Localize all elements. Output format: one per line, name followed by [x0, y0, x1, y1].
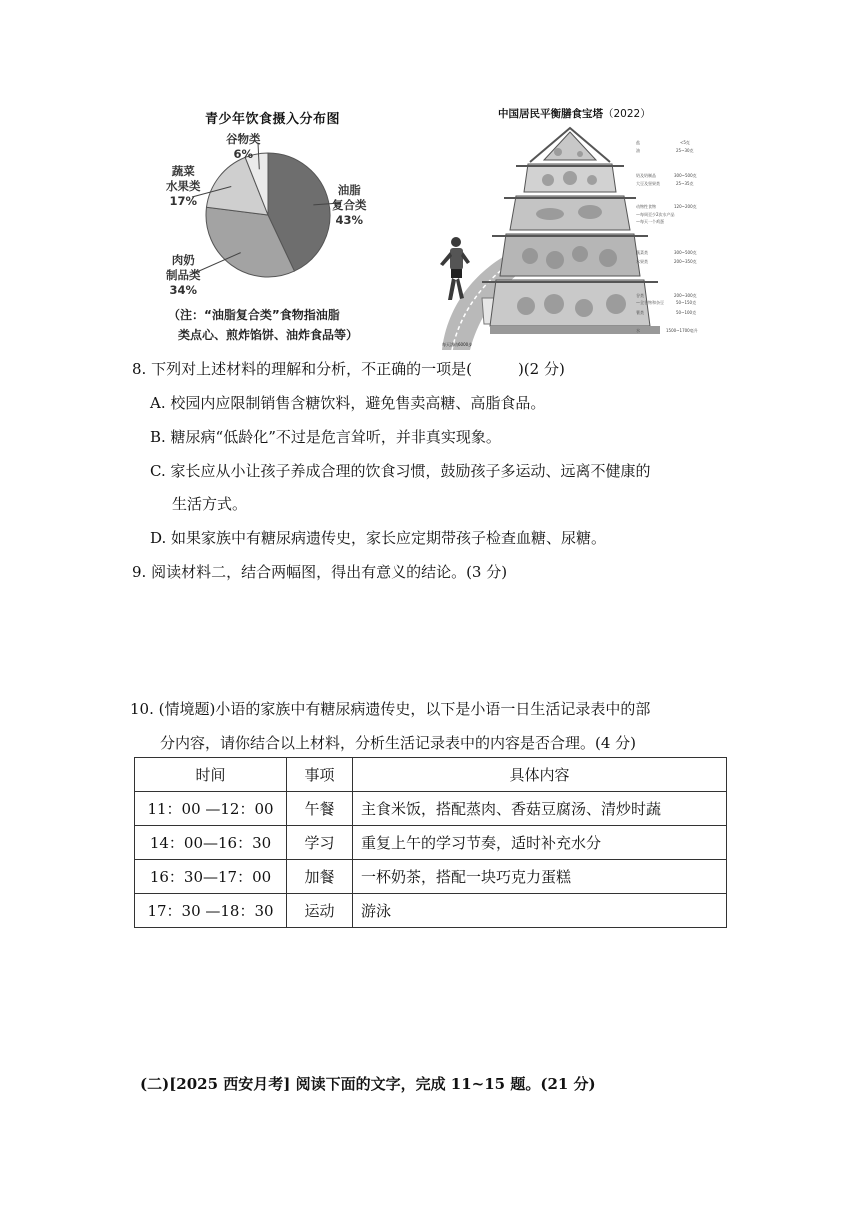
pie-label-oil [332, 183, 367, 228]
q8-option-c-line2: 生活方式。 [172, 495, 248, 513]
section-2-heading: (二)[2025 西安月考] 阅读下面的文字，完成 11~15 题。(21 分) [140, 1075, 596, 1093]
pyramid-level-3 [510, 196, 630, 230]
pie-chart-title: 青少年饮食摄入分布图 [205, 112, 341, 127]
runner-figure [440, 237, 470, 300]
table-cell-content: 重复上午的学习节奏，适时补充水分 [353, 826, 727, 860]
q8-stem-after: )(2 分) [517, 360, 565, 378]
pyr-l3-r1-amt: 120~200克 [674, 204, 697, 209]
table-header-time: 时间 [135, 758, 287, 792]
pie-label-oil-name-2: 复合类 [332, 198, 367, 212]
pie-label-grain [226, 132, 261, 162]
pyr-l1-r2-amt: 25~30克 [676, 148, 694, 153]
table-cell-item: 学习 [287, 826, 353, 860]
q10-line2: 分内容，请你结合以上材料，分析生活记录表中的内容是否合理。(4 分) [160, 734, 637, 752]
pie-label-oil-value: 43% [335, 213, 364, 227]
pie-slices [206, 153, 330, 277]
table-cell-time: 14：00—16：30 [135, 826, 287, 860]
pyr-l4-r1-name: 蔬菜类 [636, 250, 648, 255]
pyr-l5-r1-name: 谷类 [636, 293, 644, 298]
pyr-l2-r1-amt: 300~500克 [674, 173, 697, 178]
pyr-l1-r1-amt: <5克 [680, 140, 690, 145]
pyramid-title-text: 中国居民平衡膳食宝塔 [498, 108, 603, 120]
pyr-l4-r2-name: 水果类 [636, 259, 648, 264]
q9-stem: 9. 阅读材料二，结合两幅图，得出有意义的结论。(3 分) [132, 563, 508, 581]
pyr-l5-r2-name: —全谷物和杂豆 [636, 300, 664, 305]
pyr-l4-r2-amt: 200~350克 [674, 259, 697, 264]
q8-option-c-line1: C. 家长应从小让孩子养成合理的饮食习惯，鼓励孩子多运动、远离不健康的 [150, 462, 651, 480]
pyr-l4-r1-amt: 300~500克 [674, 250, 697, 255]
q8-option-b: B. 糖尿病“低龄化”不过是危言耸听，并非真实现象。 [150, 428, 501, 446]
table-cell-item: 加餐 [287, 860, 353, 894]
pyr-l2-r2-amt: 25~35克 [676, 181, 694, 186]
pie-chart-note [168, 305, 403, 345]
table-row [135, 860, 727, 894]
pyramid-level-4 [500, 234, 640, 276]
pyramid-base [490, 326, 660, 334]
pie-note-line-2: 类点心、煎炸馅饼、油炸食品等） [178, 328, 359, 342]
pie-label-meat-value: 34% [169, 283, 198, 297]
pyr-l5-r1-amt: 200~300克 [674, 293, 697, 298]
pie-label-veg [166, 164, 201, 209]
daily-record-table [134, 757, 727, 928]
pie-label-grain-value: 6% [233, 147, 254, 161]
table-cell-item: 午餐 [287, 792, 353, 826]
table-header-content: 具体内容 [353, 758, 727, 792]
pyr-l1-r2-name: 油 [636, 148, 640, 153]
pyr-l2-r1-name: 奶及奶制品 [636, 173, 656, 178]
pyr-l5-r3-amt: 50~100克 [676, 310, 697, 315]
pyramid-caption: 每天活动6000步 [442, 342, 473, 347]
pyramid-title [498, 106, 651, 121]
table-cell-time: 11：00 —12：00 [135, 792, 287, 826]
pie-label-oil-name-1: 油脂 [337, 183, 361, 197]
table-cell-time: 17：30 —18：30 [135, 894, 287, 928]
pie-label-grain-name-1: 谷物类 [226, 132, 261, 146]
q8-option-d: D. 如果家族中有糖尿病遗传史，家长应定期带孩子检查血糖、尿糖。 [150, 529, 607, 547]
pie-label-meat-name-1: 肉奶 [171, 253, 195, 267]
q8-stem-before: 8. 下列对上述材料的理解和分析，不正确的一项是( [132, 360, 472, 378]
pyr-l5-r4-amt: 1500~1700毫升 [666, 328, 698, 333]
table-header-row [135, 758, 727, 792]
pyr-l3-r1-name: 动物性食物 [636, 204, 656, 209]
table-cell-item: 运动 [287, 894, 353, 928]
table-cell-time: 16：30—17：00 [135, 860, 287, 894]
pie-label-veg-value: 17% [169, 194, 198, 208]
q8-option-a: A. 校园内应限制销售含糖饮料，避免售卖高糖、高脂食品。 [150, 394, 546, 412]
pie-label-veg-name-2: 水果类 [166, 179, 201, 193]
pie-label-meat-name-2: 制品类 [166, 268, 201, 282]
table-cell-content: 主食米饭，搭配蒸肉、香菇豆腐汤、清炒时蔬 [353, 792, 727, 826]
pyr-l5-r2-amt: 50~150克 [676, 300, 697, 305]
table-header-item: 事项 [287, 758, 353, 792]
pyr-l2-r2-name: 大豆及坚果类 [636, 181, 660, 186]
pie-note-line-1: （注：“油脂复合类”食物指油脂 [168, 308, 340, 322]
food-pyramid-illustration [430, 122, 700, 350]
table-row [135, 826, 727, 860]
pie-label-veg-name-1: 蔬菜 [171, 164, 195, 178]
table-cell-content: 游泳 [353, 894, 727, 928]
table-row [135, 894, 727, 928]
pie-label-meat [166, 253, 201, 298]
pyramid-level-1 [544, 132, 596, 160]
pyr-l5-r4-name: 水 [636, 328, 640, 333]
q8-stem [132, 359, 565, 379]
pyr-l3-r3-name: —每天一个鸡蛋 [636, 219, 664, 224]
q10-line1: 10. (情境题)小语的家族中有糖尿病遗传史，以下是小语一日生活记录表中的部 [130, 700, 651, 718]
table-cell-content: 一杯奶茶，搭配一块巧克力蛋糕 [353, 860, 727, 894]
pyr-l3-r2-name: —每周至少2次水产品 [636, 212, 675, 217]
pyr-l1-r1-name: 盐 [636, 140, 640, 145]
pyramid-title-year: （2022） [603, 108, 651, 120]
pyr-l5-r3-name: 薯类 [636, 310, 644, 315]
table-row [135, 792, 727, 826]
pyramid-level-5 [490, 280, 650, 326]
